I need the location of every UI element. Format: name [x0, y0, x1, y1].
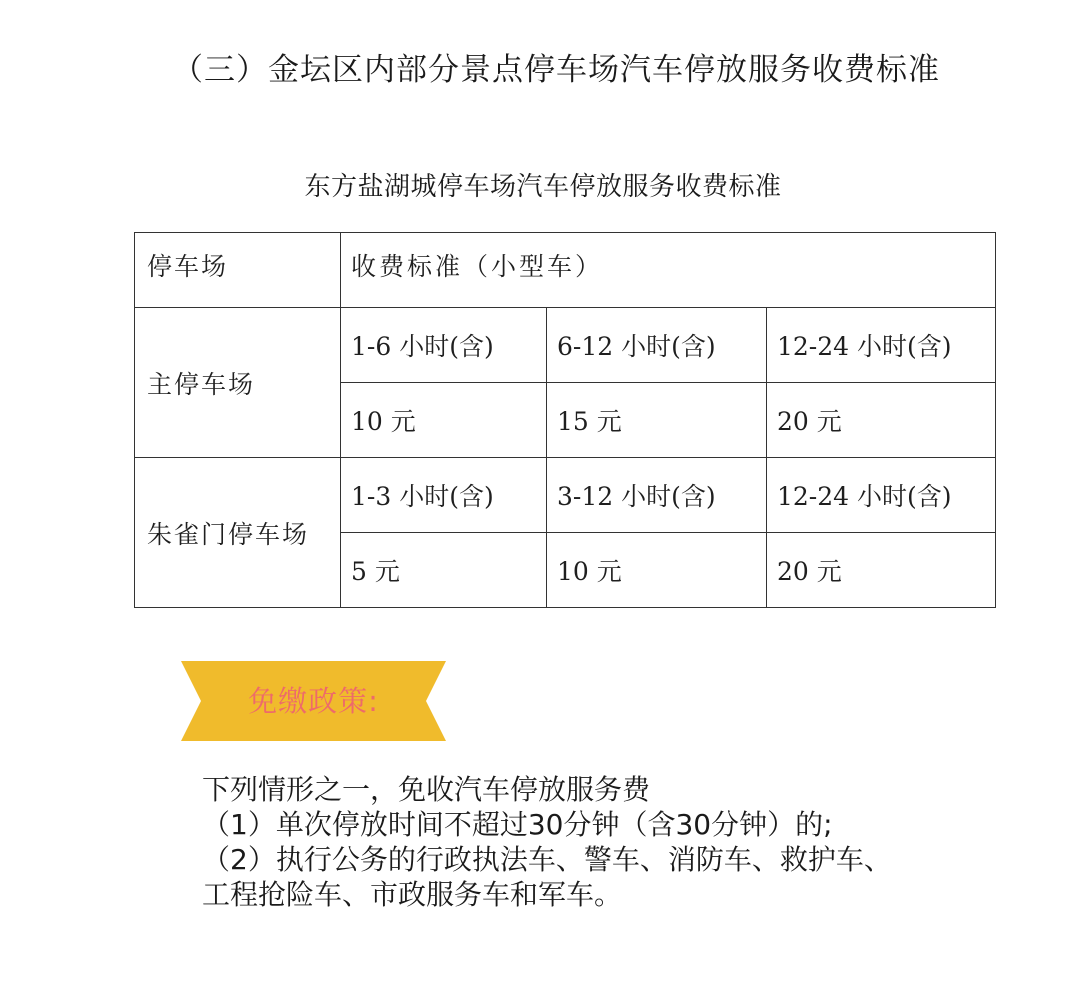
period-cell: 1-6 小时(含) — [341, 308, 547, 383]
lot-name-zhuque: 朱雀门停车场 — [135, 458, 341, 608]
price-cell: 20 元 — [767, 533, 996, 608]
policy-banner — [181, 661, 446, 741]
period-cell: 1-3 小时(含) — [341, 458, 547, 533]
period-cell: 12-24 小时(含) — [767, 458, 996, 533]
banner-label: 免缴政策: — [248, 684, 379, 718]
period-cell: 12-24 小时(含) — [767, 308, 996, 383]
period-cell: 6-12 小时(含) — [547, 308, 767, 383]
period-cell: 3-12 小时(含) — [547, 458, 767, 533]
table-row — [135, 458, 996, 533]
fee-table — [134, 232, 996, 608]
policy-item: （1）单次停放时间不超过30分钟（含30分钟）的; — [202, 808, 833, 841]
price-cell: 15 元 — [547, 383, 767, 458]
price-cell: 20 元 — [767, 383, 996, 458]
section-title: （三）金坛区内部分景点停车场汽车停放服务收费标准 — [172, 52, 940, 88]
table-title: 东方盐湖城停车场汽车停放服务收费标准 — [304, 172, 782, 202]
policy-item: （2）执行公务的行政执法车、警车、消防车、救护车、 — [202, 843, 892, 876]
header-standard: 收费标准（小型车） — [341, 233, 996, 308]
policy-text — [202, 772, 892, 912]
header-lot: 停车场 — [135, 233, 341, 308]
table-row — [135, 308, 996, 383]
table-header-row — [135, 233, 996, 308]
policy-intro: 下列情形之一，免收汽车停放服务费 — [202, 773, 651, 806]
price-cell: 10 元 — [547, 533, 767, 608]
price-cell: 10 元 — [341, 383, 547, 458]
price-cell: 5 元 — [341, 533, 547, 608]
lot-name-main: 主停车场 — [135, 308, 341, 458]
policy-item: 工程抢险车、市政服务车和军车。 — [202, 878, 623, 911]
